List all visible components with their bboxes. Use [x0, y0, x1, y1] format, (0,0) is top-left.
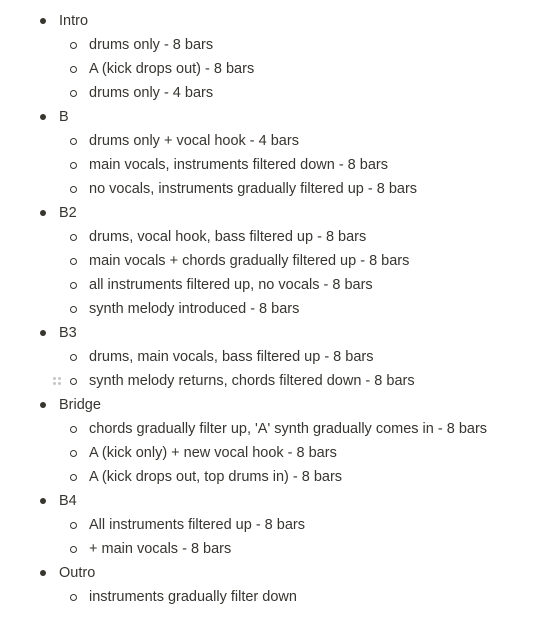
- hollow-bullet-icon: [70, 162, 77, 169]
- list-item-section[interactable]: [0, 201, 537, 225]
- list-item[interactable]: [0, 249, 537, 273]
- item-text: A (kick drops out) - 8 bars: [89, 61, 255, 77]
- list-item[interactable]: [0, 345, 537, 369]
- hollow-bullet-icon: [70, 354, 77, 361]
- item-text: main vocals + chords gradually filtered up - 8 bars: [89, 253, 410, 269]
- list-item[interactable]: [0, 57, 537, 81]
- item-text: chords gradually filter up, 'A' synth gradually comes in - 8 bars: [89, 421, 488, 437]
- hollow-bullet-icon: [70, 42, 77, 49]
- item-text: + main vocals - 8 bars: [89, 541, 232, 557]
- list-item[interactable]: [0, 537, 537, 561]
- list-item[interactable]: [0, 417, 537, 441]
- section-label: Outro: [59, 565, 96, 581]
- item-text: synth melody introduced - 8 bars: [89, 301, 300, 317]
- hollow-bullet-icon: [70, 234, 77, 241]
- item-text: synth melody returns, chords filtered down - 8 bars: [89, 373, 415, 389]
- list-item[interactable]: [0, 81, 537, 105]
- list-item[interactable]: [0, 177, 537, 201]
- hollow-bullet-icon: [70, 546, 77, 553]
- bullet-icon: [40, 402, 46, 408]
- section-label: B4: [59, 493, 77, 509]
- item-text: drums, vocal hook, bass filtered up - 8 bars: [89, 229, 367, 245]
- bullet-icon: [40, 114, 46, 120]
- list-item[interactable]: [0, 465, 537, 489]
- list-item[interactable]: [0, 585, 537, 609]
- list-item-section[interactable]: [0, 393, 537, 417]
- item-text: drums only - 4 bars: [89, 85, 214, 101]
- hollow-bullet-icon: [70, 522, 77, 529]
- bullet-icon: [40, 330, 46, 336]
- item-text: main vocals, instruments filtered down - 8 bars: [89, 157, 388, 173]
- hollow-bullet-icon: [70, 594, 77, 601]
- list-item[interactable]: [0, 129, 537, 153]
- section-label: Bridge: [59, 397, 101, 413]
- item-text: all instruments filtered up, no vocals - 8 bars: [89, 277, 373, 293]
- list-item[interactable]: [0, 225, 537, 249]
- hollow-bullet-icon: [70, 306, 77, 313]
- section-label: B: [59, 109, 69, 125]
- hollow-bullet-icon: [70, 186, 77, 193]
- bullet-icon: [40, 498, 46, 504]
- list-item-section[interactable]: [0, 9, 537, 33]
- list-item-section[interactable]: [0, 105, 537, 129]
- bullet-icon: [40, 18, 46, 24]
- item-text: A (kick drops out, top drums in) - 8 bars: [89, 469, 343, 485]
- song-structure-outline: [0, 9, 537, 609]
- section-label: B3: [59, 325, 77, 341]
- section-label: Intro: [59, 13, 89, 29]
- bullet-icon: [40, 210, 46, 216]
- hollow-bullet-icon: [70, 474, 77, 481]
- list-item[interactable]: [0, 297, 537, 321]
- item-text: A (kick only) + new vocal hook - 8 bars: [89, 445, 337, 461]
- hollow-bullet-icon: [70, 66, 77, 73]
- hollow-bullet-icon: [70, 450, 77, 457]
- hollow-bullet-icon: [70, 258, 77, 265]
- list-item[interactable]: [0, 153, 537, 177]
- item-text: All instruments filtered up - 8 bars: [89, 517, 305, 533]
- hollow-bullet-icon: [70, 378, 77, 385]
- drag-handle-icon[interactable]: [53, 377, 63, 387]
- list-item[interactable]: [0, 33, 537, 57]
- item-text: drums, main vocals, bass filtered up - 8 bars: [89, 349, 374, 365]
- hollow-bullet-icon: [70, 138, 77, 145]
- item-text: no vocals, instruments gradually filtered up - 8 bars: [89, 181, 418, 197]
- bullet-icon: [40, 570, 46, 576]
- item-text: drums only + vocal hook - 4 bars: [89, 133, 299, 149]
- list-item-hovered[interactable]: [0, 369, 537, 393]
- item-text: instruments gradually filter down: [89, 589, 297, 605]
- list-item[interactable]: [0, 273, 537, 297]
- list-item[interactable]: [0, 441, 537, 465]
- list-item-section[interactable]: [0, 489, 537, 513]
- hollow-bullet-icon: [70, 282, 77, 289]
- hollow-bullet-icon: [70, 90, 77, 97]
- list-item-section[interactable]: [0, 321, 537, 345]
- section-label: B2: [59, 205, 77, 221]
- item-text: drums only - 8 bars: [89, 37, 214, 53]
- list-item[interactable]: [0, 513, 537, 537]
- hollow-bullet-icon: [70, 426, 77, 433]
- list-item-section[interactable]: [0, 561, 537, 585]
